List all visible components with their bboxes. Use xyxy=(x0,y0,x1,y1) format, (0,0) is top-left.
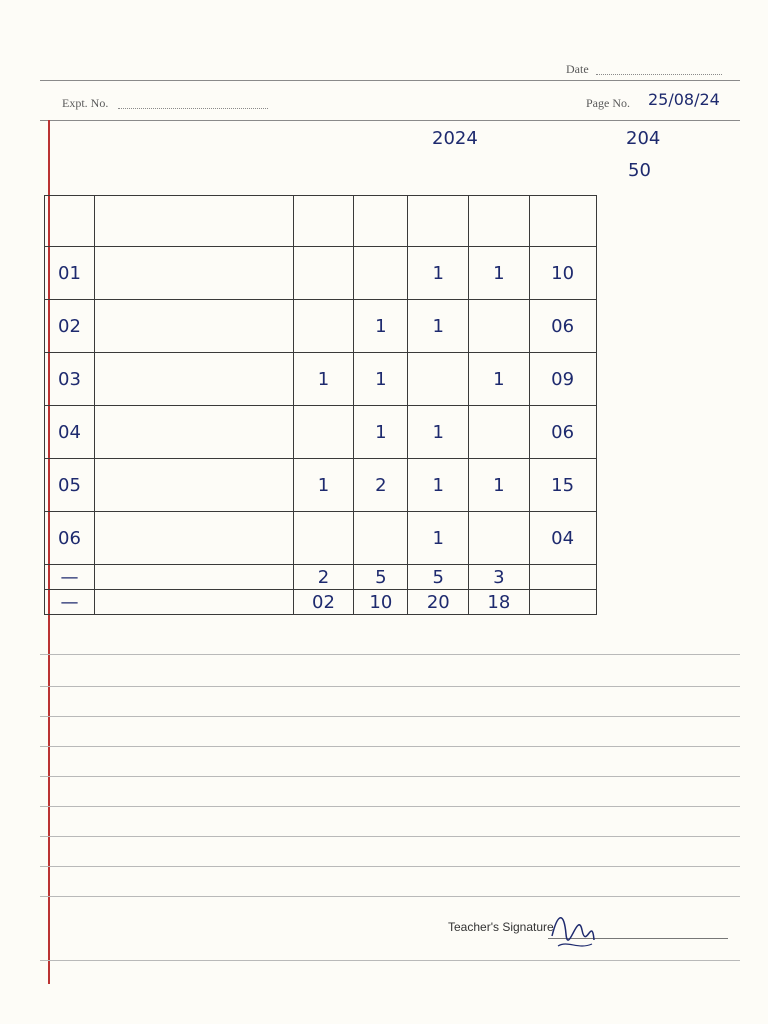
total-cell: 20 xyxy=(408,590,469,615)
marks-cell: 1 xyxy=(293,353,354,406)
marks-cell: 1 xyxy=(293,459,354,512)
date-label: Date xyxy=(566,62,589,76)
ruled-line xyxy=(40,960,740,961)
table-row xyxy=(45,406,738,459)
topic-cell xyxy=(94,300,293,353)
marks-cell: 1 xyxy=(354,353,408,406)
marks-cell: 1 xyxy=(469,353,530,406)
row-number: 04 xyxy=(45,406,95,459)
row-number: 03 xyxy=(45,353,95,406)
blank-cell xyxy=(596,406,737,459)
exam-year: 2024 xyxy=(432,128,478,149)
topic-cell xyxy=(94,459,293,512)
marks-cell: 1 xyxy=(354,406,408,459)
header-cell xyxy=(94,196,293,247)
total-cell: 5 xyxy=(408,565,469,590)
teacher-signature-label: Teacher's Signature xyxy=(448,920,554,934)
ruled-line xyxy=(40,716,740,717)
marks-cell xyxy=(408,353,469,406)
ruled-line xyxy=(40,776,740,777)
marks-cell xyxy=(293,406,354,459)
ruled-line xyxy=(40,866,740,867)
blank-cell xyxy=(596,565,737,590)
blank-cell xyxy=(596,459,737,512)
marks-cell: 1 xyxy=(408,406,469,459)
marks-cell xyxy=(469,512,530,565)
row-number: 06 xyxy=(45,512,95,565)
marks-cell xyxy=(354,512,408,565)
table-row xyxy=(45,353,738,406)
header-cell xyxy=(354,196,408,247)
ruled-line xyxy=(40,806,740,807)
ruled-line xyxy=(40,686,740,687)
ruled-line xyxy=(40,896,740,897)
header-cell xyxy=(45,196,95,247)
expt-no-label: Expt. No. xyxy=(62,96,109,110)
row-number: 05 xyxy=(45,459,95,512)
header-cell xyxy=(469,196,530,247)
marks-cell xyxy=(293,247,354,300)
marks-cell: 1 xyxy=(354,300,408,353)
table-row xyxy=(45,300,738,353)
total-cell: 15 xyxy=(529,459,596,512)
marks-cell xyxy=(354,247,408,300)
total-cell: 2 xyxy=(293,565,354,590)
table-row xyxy=(45,459,738,512)
total-cell: 04 xyxy=(529,512,596,565)
marks-cell: 2 xyxy=(354,459,408,512)
blank-cell xyxy=(596,512,737,565)
row-dash: — xyxy=(45,565,95,590)
topic-cell xyxy=(94,512,293,565)
page-no-label: Page No. xyxy=(586,96,630,110)
table-row xyxy=(45,512,738,565)
total-cell: 02 xyxy=(293,590,354,615)
row-number: 02 xyxy=(45,300,95,353)
total-cell: 10 xyxy=(529,247,596,300)
total-cell: 06 xyxy=(529,300,596,353)
marks-cell: 1 xyxy=(408,247,469,300)
marks-cell xyxy=(469,300,530,353)
header-cell xyxy=(408,196,469,247)
marks-cell: 1 xyxy=(469,247,530,300)
row-dash: — xyxy=(45,590,95,615)
total-label-cell xyxy=(94,590,293,615)
marks-cell: 1 xyxy=(408,459,469,512)
page-no-value: 25/08/24 xyxy=(648,90,720,109)
marks-cell xyxy=(293,512,354,565)
header-rule-bottom xyxy=(40,120,740,121)
blank-cell xyxy=(596,196,737,247)
total-cell xyxy=(529,590,596,615)
total-cell: 18 xyxy=(469,590,530,615)
marks-cell: 1 xyxy=(408,300,469,353)
total-questions-row xyxy=(45,565,738,590)
total-label-cell xyxy=(94,565,293,590)
blank-cell xyxy=(596,353,737,406)
total-cell: 3 xyxy=(469,565,530,590)
header-cell xyxy=(529,196,596,247)
expt-no-line xyxy=(118,94,268,109)
marks-cell xyxy=(293,300,354,353)
total-cell: 09 xyxy=(529,353,596,406)
ruled-line xyxy=(40,654,740,655)
marks-table xyxy=(44,195,738,615)
marks-cell: 1 xyxy=(469,459,530,512)
topic-cell xyxy=(94,353,293,406)
header-rule-top xyxy=(40,80,740,81)
topic-cell xyxy=(94,247,293,300)
row-number: 01 xyxy=(45,247,95,300)
total-cell: 5 xyxy=(354,565,408,590)
header-cell xyxy=(293,196,354,247)
blank-cell xyxy=(596,247,737,300)
blank-cell xyxy=(596,590,737,615)
total-cell xyxy=(529,565,596,590)
topic-cell xyxy=(94,406,293,459)
table-header-row xyxy=(45,196,738,247)
table-row xyxy=(45,247,738,300)
marks-cell xyxy=(469,406,530,459)
total-marks-row xyxy=(45,590,738,615)
blank-cell xyxy=(596,300,737,353)
total-marks: 50 xyxy=(628,160,651,181)
total-cell: 10 xyxy=(354,590,408,615)
date-line xyxy=(596,60,722,75)
marks-cell: 1 xyxy=(408,512,469,565)
signature-scribble xyxy=(548,906,598,952)
exam-code: 204 xyxy=(626,128,661,149)
total-cell: 06 xyxy=(529,406,596,459)
ruled-line xyxy=(40,836,740,837)
ruled-line xyxy=(40,746,740,747)
